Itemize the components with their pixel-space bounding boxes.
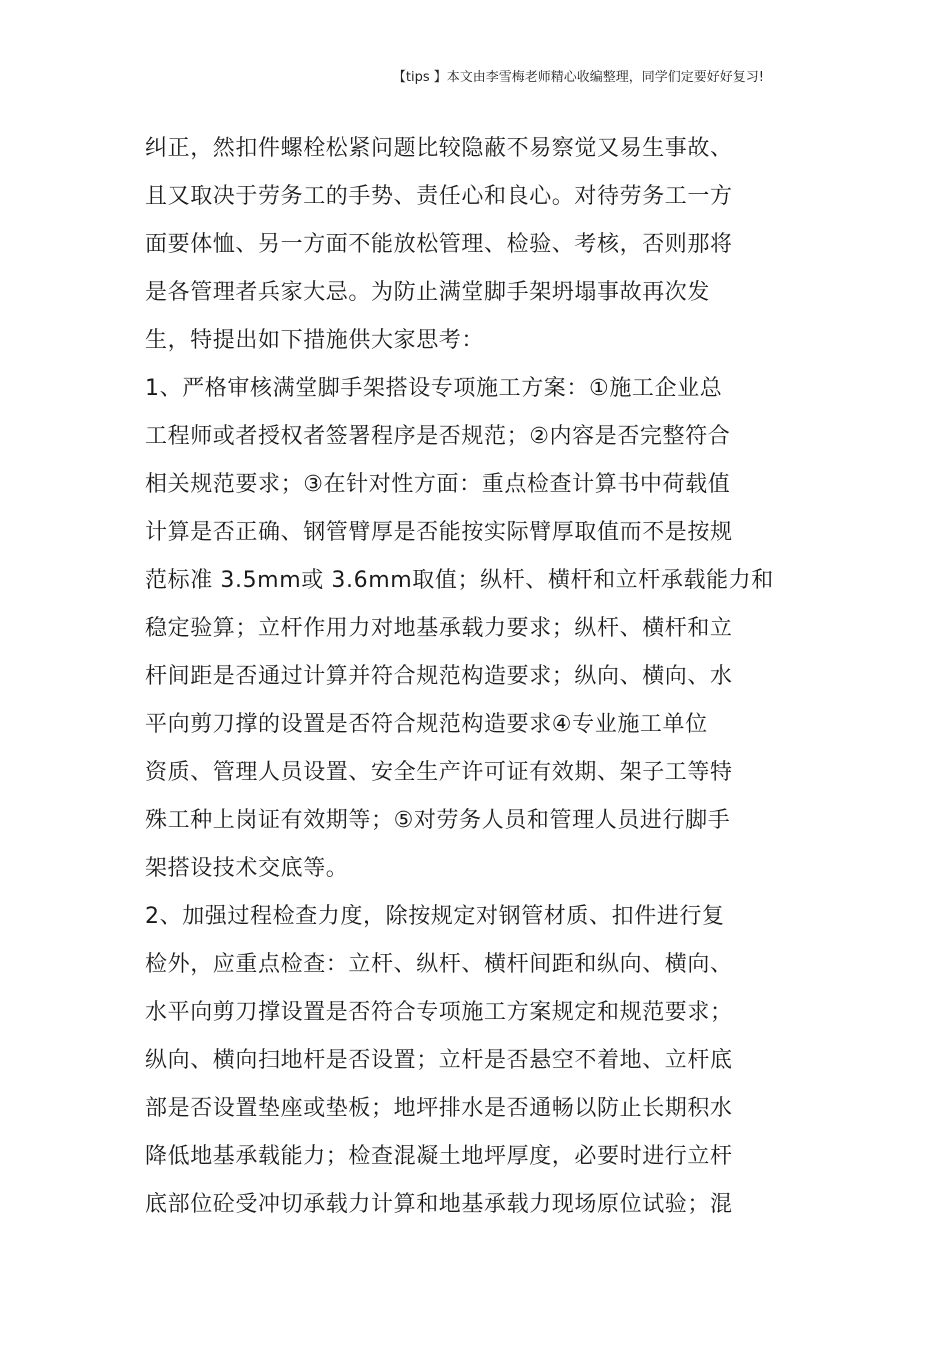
text-line: 范标准 3.5mm或 3.6mm取值；纵杆、横杆和立杆承载能力和 — [145, 568, 774, 593]
text-line: 底部位砼受冲切承载力计算和地基承载力现场原位试验；混 — [145, 1192, 733, 1217]
header-tips: 【tips 】本文由李雪梅老师精心收编整理，同学们定要好好复习! — [392, 70, 764, 85]
text-line: 相关规范要求；③在针对性方面：重点检查计算书中荷载值 — [145, 472, 731, 497]
text-line: 水平向剪刀撑设置是否符合专项施工方案规定和规范要求； — [145, 1000, 733, 1025]
text-line: 纠正，然扣件螺栓松紧问题比较隐蔽不易察觉又易生事故、 — [145, 136, 733, 161]
text-line: 杆间距是否通过计算并符合规范构造要求；纵向、横向、水 — [145, 664, 733, 689]
text-line: 检外，应重点检查：立杆、纵杆、横杆间距和纵向、横向、 — [145, 952, 733, 977]
text-line: 资质、管理人员设置、安全生产许可证有效期、架子工等特 — [145, 760, 733, 785]
text-line: 计算是否正确、钢管臂厚是否能按实际臂厚取值而不是按规 — [145, 520, 733, 545]
text-line: 工程师或者授权者签署程序是否规范；②内容是否完整符合 — [145, 424, 731, 449]
text-line: 1、严格审核满堂脚手架搭设专项施工方案：①施工企业总 — [145, 376, 723, 401]
text-line: 且又取决于劳务工的手势、责任心和良心。对待劳务工一方 — [145, 184, 733, 209]
text-line: 稳定验算；立杆作用力对地基承载力要求；纵杆、横杆和立 — [145, 616, 733, 641]
text-line: 面要体恤、另一方面不能放松管理、检验、考核，否则那将 — [145, 232, 733, 257]
text-line: 部是否设置垫座或垫板；地坪排水是否通畅以防止长期积水 — [145, 1096, 733, 1121]
document-body — [145, 125, 785, 1229]
text-line: 殊工种上岗证有效期等；⑤对劳务人员和管理人员进行脚手 — [145, 808, 731, 833]
text-line: 是各管理者兵家大忌。为防止满堂脚手架坍塌事故再次发 — [145, 280, 711, 305]
text-line: 生，特提出如下措施供大家思考： — [145, 328, 485, 353]
text-line: 2、加强过程检查力度，除按规定对钢管材质、扣件进行复 — [145, 904, 725, 929]
text-line: 降低地基承载能力；检查混凝土地坪厚度，必要时进行立杆 — [145, 1144, 733, 1169]
text-line: 纵向、横向扫地杆是否设置；立杆是否悬空不着地、立杆底 — [145, 1048, 733, 1073]
text-line: 架搭设技术交底等。 — [145, 856, 349, 881]
text-line: 平向剪刀撑的设置是否符合规范构造要求④专业施工单位 — [145, 712, 708, 737]
